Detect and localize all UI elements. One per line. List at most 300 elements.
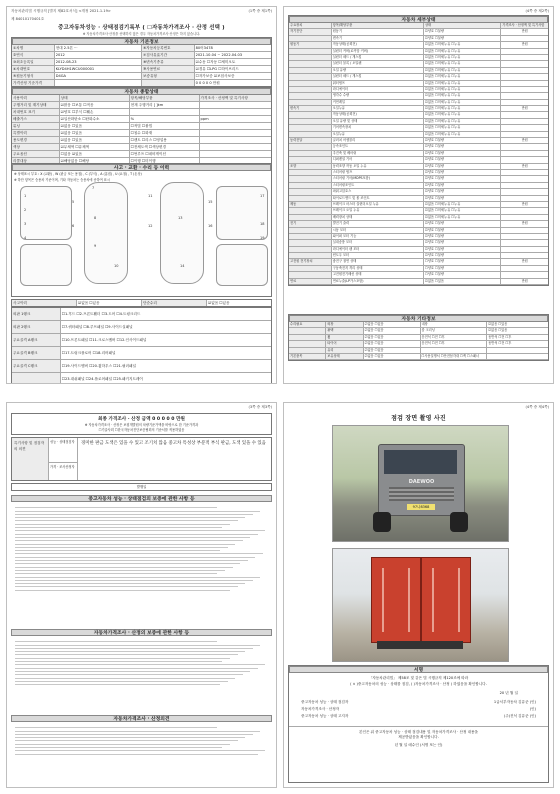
fine-print-line — [15, 507, 217, 508]
detail-item: 시동 모터 — [332, 228, 424, 233]
basic-info-cell: 80어3478 — [195, 46, 213, 50]
special-sub-inspector: 성능 · 상태점검자 — [49, 438, 77, 463]
frame-part-number: 3 — [24, 222, 27, 226]
detail-item: 작동상태(공회전) — [332, 112, 424, 117]
detail-item: 고전원전기배선 상태 — [332, 272, 424, 277]
basic-info-cell: ⑤원동기형식 — [12, 73, 55, 79]
detail-note — [501, 170, 548, 175]
signature-date: 20 년 월 일 — [499, 691, 518, 695]
status-cell: 차대번호 표기 — [12, 109, 60, 115]
fine-print-line — [15, 547, 228, 548]
other-info-cell: 광택 — [326, 328, 363, 333]
detail-note: 만원 — [521, 259, 528, 264]
detail-state: ☐양호 ☐불량 — [424, 266, 501, 271]
other-info-cell: 휠 — [326, 335, 363, 340]
detail-group: 연료 — [289, 279, 332, 284]
basic-info-cell: ⑧변속기종류 — [142, 59, 195, 65]
status-cell: ppm — [200, 117, 209, 121]
detail-item: 실내송풍 모터 — [332, 240, 424, 245]
other-info-cell: 타이어 — [326, 341, 363, 346]
detail-group — [289, 68, 332, 73]
status-row — [12, 109, 271, 116]
detail-note — [501, 55, 548, 60]
detail-state: ☑양호 ☐불량 — [424, 170, 501, 175]
detail-note — [501, 208, 548, 213]
truck-wheel-right — [450, 512, 468, 532]
detail-state: ☑없음 ☐미세누유 ☐누유 — [424, 106, 501, 111]
page-2 — [283, 6, 554, 384]
page2-header-right: (4쪽 중 제2쪽) — [525, 9, 549, 13]
detail-group — [289, 196, 332, 201]
truck-front-photo — [332, 425, 509, 542]
other-info-cell: 운전석 ☐전 ☐후 — [421, 335, 488, 340]
page1-header-right: (1쪽 중 제1쪽) — [248, 9, 272, 13]
detail-item: 원동기 — [332, 29, 424, 34]
other-info-cell: ☑없음 ☐있음 — [364, 328, 421, 333]
status-head-3: 항목/해당부품 — [130, 95, 200, 101]
status-cell: ☐이행 ☐미이행 — [130, 158, 200, 164]
car-top-frame-diagram — [160, 182, 204, 284]
frame-part-number: 1 — [24, 194, 27, 198]
detail-item: 냉각수 수량 — [332, 93, 424, 98]
detail-note — [501, 112, 548, 117]
status-cell — [200, 109, 271, 115]
status-row — [12, 137, 271, 144]
frame-part-number: 7 — [92, 186, 95, 190]
parts-group-items: ☐23.대쉬패널 ☐24.플로어패널 ☐25.패키지트레이 — [61, 377, 143, 381]
basic-info-cell: 2012-08-23 — [55, 59, 142, 65]
signature-role: 자동차가격조사 · 산정자 — [301, 707, 340, 711]
truck-cargo-box — [371, 557, 471, 643]
detail-note — [501, 132, 548, 137]
detail-state: ☑없음 ☐미세누유 ☐누유 — [424, 87, 501, 92]
signature-text-2: ( ∨ )중고자동차의 성능 · 상태를 점검, ( )자동차가격조사 · 산정 ) 하였음을 확인합니다. — [350, 682, 487, 686]
status-row — [12, 151, 271, 158]
detail-state: ☑없음 ☐미세누유 ☐누유 — [424, 55, 501, 60]
basic-info-cell — [55, 80, 142, 86]
status-cell: ☑없음 ☐있음 — [60, 137, 130, 143]
detail-item: 변속기 — [332, 36, 424, 41]
detail-item: 배력장치 상태 — [332, 215, 424, 220]
other-info-cell: ☑없음 ☐있음 — [364, 322, 421, 327]
frame-part-number: 12 — [148, 224, 153, 228]
detail-note: 만원 — [521, 42, 528, 47]
parts-row — [12, 373, 271, 384]
fine-print-line — [15, 563, 240, 564]
other-info-cell: ☑없음 ☐있음 — [488, 322, 508, 326]
accident-row — [12, 300, 271, 306]
detail-group — [289, 266, 332, 271]
accident-cell: ☑없음 ☐있음 — [77, 300, 142, 306]
cargo-bar-1 — [382, 568, 384, 632]
detail-state: ☐양호 ☐불량 — [424, 272, 501, 277]
detail-state: ☑양호 ☐불량 — [424, 138, 501, 143]
fine-print-line — [15, 534, 258, 535]
fine-print-line — [15, 678, 235, 679]
detail-note — [501, 68, 548, 73]
detail-note — [501, 266, 548, 271]
basic-info-cell: ②연식 — [12, 52, 55, 58]
cargo-bar-4 — [458, 568, 460, 632]
status-cell: ☑해당없음 ☐해당 — [60, 158, 130, 164]
detail-item: 충전구 절연 상태 — [332, 259, 424, 264]
other-info-cell: 동반석 ☐전 ☐후 — [488, 341, 512, 346]
truck-rear-photo — [332, 548, 509, 662]
basic-info-cell: 0 0 0 0 0 만원 — [195, 81, 220, 85]
status-row — [12, 130, 271, 137]
detail-row — [289, 279, 548, 285]
detail-note — [501, 61, 548, 66]
parts-table — [11, 307, 272, 384]
detail-group: 자기진단 — [289, 29, 332, 34]
detail-state: ☑없음 ☐미세누유 ☐누유 — [424, 125, 501, 130]
detail-group — [289, 247, 332, 252]
detail-state: ☑양호 ☐불량 — [424, 240, 501, 245]
fine-print-line — [15, 668, 258, 669]
fine-print-line — [15, 744, 230, 745]
signature-role: 중고자동차 성능 · 상태 고지자 — [301, 714, 349, 718]
status-cell: 용도변경 — [12, 137, 60, 143]
special-sub-pricer: 가격 · 조사산정자 — [50, 465, 75, 469]
fine-print-line — [15, 517, 245, 518]
parts-group-items: ☐10.프론트패널 ☐11.크로스멤버 ☐12.인사이드패널 — [61, 338, 147, 342]
detail-state: ☑양호 ☐불량 — [424, 247, 501, 252]
detail-head-3: 상태 — [424, 23, 501, 28]
section-detail-status: 자동차 세부상태 — [289, 16, 548, 23]
special-notes-box — [11, 437, 272, 481]
detail-state: ☑없음 ☐미세누유 ☐누유 — [424, 100, 501, 105]
detail-state: ☑양호 ☐불량 — [424, 164, 501, 169]
detail-group — [289, 74, 332, 79]
other-info-cell: 유리 — [326, 348, 363, 353]
status-row — [12, 123, 271, 130]
parts-group-label: 주요골격 A랭크 — [12, 334, 61, 346]
detail-item: 동력조향 작동 오일 누유 — [332, 164, 424, 169]
status-head-1: 사용이력 — [12, 95, 60, 101]
signature-box — [288, 665, 549, 783]
fine-print-line — [15, 734, 253, 735]
detail-group — [289, 170, 332, 175]
detail-note — [501, 74, 548, 79]
detail-note — [501, 144, 548, 149]
accident-cell: 단순수리 — [142, 300, 207, 306]
other-info-cell: 룸 크리닝 — [421, 328, 488, 333]
detail-group — [289, 189, 332, 194]
detail-group — [289, 112, 332, 117]
basic-info-row — [12, 80, 271, 86]
fine-print-line — [15, 524, 230, 525]
parts-row — [12, 347, 271, 360]
basic-info-cell: ☑경유 ☐LPG ☐하이브리드 — [195, 67, 239, 71]
other-info-cell: 내장 — [421, 322, 488, 327]
buyer-sign-line: 년 월 일 매수인 (서명 또는 인) — [394, 743, 443, 747]
other-info-cell — [289, 348, 326, 353]
detail-note — [501, 272, 548, 277]
detail-head-2: 항목/해당부품 — [332, 23, 424, 28]
final-price-box — [11, 413, 272, 435]
basic-info-row — [12, 73, 271, 80]
detail-state: ☑없음 ☐미세누유 ☐누유 — [424, 93, 501, 98]
other-info-cell: 운전석 ☐전 ☐후 — [421, 341, 488, 346]
detail-item: 라디에이터 팬 모터 — [332, 247, 424, 252]
fine-print-line — [15, 557, 255, 558]
detail-item: 타이로드엔드 및 볼 조인트 — [332, 196, 424, 201]
detail-status-table — [288, 15, 549, 286]
detail-state: ☑양호 ☐불량 — [424, 228, 501, 233]
buyer-confirm-text-2: 제공받았음을 확인합니다. — [398, 735, 439, 739]
detail-group — [289, 49, 332, 54]
signature-role: 중고자동차 성능 · 상태 점검자 — [301, 700, 349, 704]
detail-group — [289, 132, 332, 137]
detail-note: 만원 — [521, 201, 528, 206]
detail-item: 디퍼렌셜 기어 — [332, 157, 424, 162]
status-row — [12, 102, 271, 109]
detail-state: ☑양호 ☐불량 — [424, 36, 501, 41]
detail-note: 만원 — [521, 138, 528, 143]
detail-item: 와이퍼 모터 기능 — [332, 234, 424, 239]
other-info-cell — [289, 341, 326, 346]
detail-item: 파워고압호스 — [332, 189, 424, 194]
other-info-cell: ☑없음 ☐있음 — [364, 341, 421, 346]
detail-group — [289, 93, 332, 98]
other-info-cell: ☑없음 ☐있음 — [488, 328, 508, 333]
fine-print-line — [15, 590, 230, 591]
detail-note: 만원 — [521, 29, 528, 34]
detail-state: ☑없음 ☐있음 — [424, 279, 501, 284]
status-cell: 주요옵션 — [12, 151, 60, 157]
basic-info-cell: 2021.10.04 ~ 2022.04.03 — [195, 53, 243, 57]
detail-state: ☑없음 ☐미세누유 ☐누유 — [424, 202, 501, 207]
detail-group — [289, 253, 332, 258]
status-cell: ☐렌트 ☐리스 ☐영업용 — [130, 137, 200, 143]
basic-info-cell: ☑수동 ☐자동 ☐세미오토 — [195, 60, 236, 64]
detail-note — [501, 228, 548, 233]
detail-note — [501, 151, 548, 156]
frame-part-number: 4 — [24, 236, 27, 240]
detail-state: ☑양호 ☐불량 — [424, 157, 501, 162]
detail-note — [501, 157, 548, 162]
issue-date-row — [11, 483, 272, 491]
accident-history-section — [11, 163, 272, 297]
detail-group — [289, 55, 332, 60]
detail-group — [289, 144, 332, 149]
status-cell — [200, 137, 271, 143]
other-info-cell — [289, 328, 326, 333]
signature-name: (주)진석 김유준 (인) — [503, 714, 536, 718]
detail-state: ☑양호 ☐불량 — [424, 253, 501, 258]
section-accident-history: 사고 · 교환 · 수리 등 이력 — [12, 164, 271, 171]
fine-print-line — [15, 580, 253, 581]
parts-group-label: 외판 2랭크 — [12, 321, 61, 333]
fine-print-line — [15, 537, 250, 538]
detail-group: 전기 — [289, 221, 332, 226]
other-info-cell: 수리필요 — [289, 322, 326, 327]
fine-print-line — [15, 573, 217, 574]
car-bottom-left-diagram — [20, 244, 72, 286]
basic-info-cell: KLYD4H1WCU000001 — [55, 66, 142, 72]
status-cell: ☐썬루프 ☐네비게이션 — [130, 151, 200, 157]
detail-group — [289, 87, 332, 92]
fine-print-line — [15, 641, 217, 642]
photo-section-title: 점검 장면 촬영 사진 — [391, 415, 446, 422]
car-bottom-right-diagram — [216, 244, 268, 286]
signature-row — [289, 706, 548, 713]
fine-print-line — [15, 570, 225, 571]
other-info-cell: 동반석 ☐전 ☐후 — [488, 334, 512, 339]
detail-item: 워터펌프 — [332, 81, 424, 86]
page1-subtitle: ※ 자동차가격조사·산정을 선택하지 않은 경우 자동차가격조사·산정은 하지 않습니다. — [82, 32, 201, 36]
detail-head-1: 주요장치 — [289, 23, 332, 28]
frame-part-number: 19 — [260, 236, 265, 240]
fine-print-line — [15, 750, 265, 751]
frame-symbol-note: ※ 상태표시 부호 : X (교환) , W (판금 또는 용접) , C (부식) , A (흠집) , U (요철) , T (손상) — [14, 172, 142, 176]
truck-plate: 97나8368 — [407, 504, 435, 510]
detail-head-4: 가격조사 · 산정액 및 특기사항 — [502, 23, 545, 27]
status-cell: ☑일산화탄소 ☐탄화수소 — [60, 116, 130, 122]
detail-note — [501, 119, 548, 124]
fine-print-line — [15, 658, 230, 659]
fine-print-line — [15, 520, 238, 521]
frame-part-number: 9 — [94, 244, 97, 248]
fine-print-line — [15, 550, 220, 551]
detail-state: ☑양호 ☐불량 — [424, 144, 501, 149]
page3-header-right: (3쪽 중 제3쪽) — [248, 405, 272, 409]
detail-state: ☑없음 ☐미세누유 ☐누유 — [424, 61, 501, 66]
accident-cell: 사고이력 — [12, 300, 77, 306]
page-4 — [283, 402, 554, 788]
page4-header-right: (4쪽 중 제4쪽) — [525, 405, 549, 409]
status-cell: 튜닝 — [12, 123, 60, 129]
status-cell — [200, 144, 271, 150]
other-info-cell: 보유상태 — [326, 354, 363, 359]
other-info-cell: 외장 — [326, 322, 363, 327]
detail-note — [501, 93, 548, 98]
final-price-note2: ☐기술사회 ☐한국자동차진단보증협회의 기준서를 적용하였음 — [98, 428, 185, 432]
detail-note: 만원 — [521, 278, 528, 283]
detail-state: ☑없음 ☐미세누유 ☐누유 — [424, 132, 501, 137]
other-info-cell — [289, 335, 326, 340]
fine-print-line — [15, 727, 217, 728]
frame-part-number: 2 — [24, 208, 27, 212]
detail-group — [289, 208, 332, 213]
detail-item: 작동상태(공회전) — [332, 42, 424, 47]
detail-group — [289, 125, 332, 130]
detail-item: 커먼레일 — [332, 100, 424, 105]
detail-note — [501, 81, 548, 86]
basic-info-cell: ⑥자동차등록번호 — [142, 45, 195, 51]
detail-group — [289, 157, 332, 162]
fine-print-line — [15, 577, 260, 578]
detail-item: 오일 유량 및 상태 — [332, 119, 424, 124]
detail-note — [501, 100, 548, 105]
detail-item: 추진축 및 베어링 — [332, 151, 424, 156]
page-1 — [6, 6, 277, 384]
status-cell: ☑없음 ☐있음 — [60, 130, 130, 136]
detail-group — [289, 81, 332, 86]
detail-item: 실린더 헤드 / 개스킷 — [332, 74, 424, 79]
signature-name: (인) — [529, 707, 536, 711]
basic-info-cell: 가격산정 기준가격 — [12, 80, 55, 86]
detail-note: 만원 — [521, 221, 528, 226]
detail-group — [289, 228, 332, 233]
car-side-left-diagram — [20, 186, 75, 240]
detail-group — [289, 61, 332, 66]
status-cell: ☐적법 ☐불법 — [130, 123, 200, 129]
page1-header-left: 자동차관리법 시행규칙 [별지 제82호서식] <개정 2021.1.19> — [11, 9, 111, 13]
frame-part-number: 14 — [180, 264, 185, 268]
detail-item: 실린더 헤드 / 개스킷 — [332, 55, 424, 60]
fine-print-line — [15, 544, 235, 545]
truck-grille — [389, 487, 454, 501]
accident-summary-table — [11, 299, 272, 307]
detail-group — [289, 183, 332, 188]
basic-info-cell — [142, 80, 195, 86]
frame-part-number: 15 — [208, 200, 213, 204]
other-info-cell: 기본품목 — [289, 354, 326, 359]
other-info-cell: ☐사용설명서 ☐안전삼각대 ☐잭 ☐스패너 — [421, 354, 488, 359]
detail-item: 기어변속장치 — [332, 125, 424, 130]
fine-print-line — [15, 731, 260, 732]
fine-print-line — [15, 560, 248, 561]
accident-cell: ☑없음 ☐있음 — [208, 301, 230, 305]
notice-title: 중고자동차 성능 · 상태점검의 보증에 관한 사항 등 — [11, 495, 272, 502]
final-price-note: ※ 자동차가격조사 · 산정은 보험개발원의 차량기준가액을 바탕으로 한 기준가격과 — [84, 423, 199, 427]
signature-title: 서명 — [289, 666, 548, 673]
detail-note — [501, 247, 548, 252]
basic-info-cell: ①차명 — [12, 45, 55, 51]
fine-print-line — [15, 740, 238, 741]
detail-state: ☑없음 ☐미세누유 ☐누유 — [424, 74, 501, 79]
parts-row — [12, 308, 271, 321]
frame-part-number: 8 — [94, 216, 97, 220]
car-top-outer-diagram — [84, 182, 128, 284]
basic-info-cell: D4GA — [55, 73, 142, 79]
fine-print-line — [15, 586, 238, 587]
fine-print-line — [15, 648, 253, 649]
detail-item: 브레이크 오일 누유 — [332, 208, 424, 213]
section-overall-status: 자동차 종합상태 — [12, 88, 271, 95]
status-cell: ☑없음 ☐있음 — [60, 123, 130, 129]
notice-title-2: 자동차가격조사 · 산정의 보증에 관한 사항 등 — [11, 629, 272, 636]
parts-group-items: ☐19.사이드멤버 ☐20.휠하우스 ☐21.필러패널 — [61, 364, 136, 368]
notice-title-3: 자동차가격조사 · 산정의견 — [11, 715, 272, 722]
status-cell: 현재 주행거리 [ ]km — [130, 102, 200, 108]
detail-group: 원동기 — [289, 42, 332, 47]
detail-state: ☑양호 ☐불량 — [424, 234, 501, 239]
other-info-cell — [487, 354, 548, 359]
section-other-info: 자동차 기타정보 — [289, 315, 548, 322]
detail-item: 스티어링 펌프 — [332, 170, 424, 175]
signature-row — [289, 699, 548, 706]
detail-note — [501, 183, 548, 188]
other-info-cell — [487, 348, 548, 353]
detail-state: ☑없음 ☐미세누유 ☐누유 — [424, 49, 501, 54]
status-cell — [200, 123, 271, 129]
frame-legend-note: ※ 하단 항목은 승용차 기준이며, 기타 자동차는 승용차에 준하여 표시 — [14, 178, 110, 182]
status-cell: ☑양호 ☐부식 ☐훼손 — [60, 109, 130, 115]
cargo-door-split — [420, 558, 422, 642]
detail-state: ☑없음 ☐미세누유 ☐누유 — [424, 68, 501, 73]
frame-part-number: 18 — [260, 222, 265, 226]
notice-body-2 — [15, 639, 268, 709]
overall-status-table — [11, 87, 272, 165]
fine-print-line — [15, 651, 245, 652]
frame-part-number: 10 — [114, 264, 119, 268]
detail-state: ☑양호 ☐불량 — [424, 29, 501, 34]
detail-note — [501, 234, 548, 239]
status-cell: ☐침수 ☐화재 — [130, 130, 200, 136]
other-info-cell — [421, 348, 488, 353]
